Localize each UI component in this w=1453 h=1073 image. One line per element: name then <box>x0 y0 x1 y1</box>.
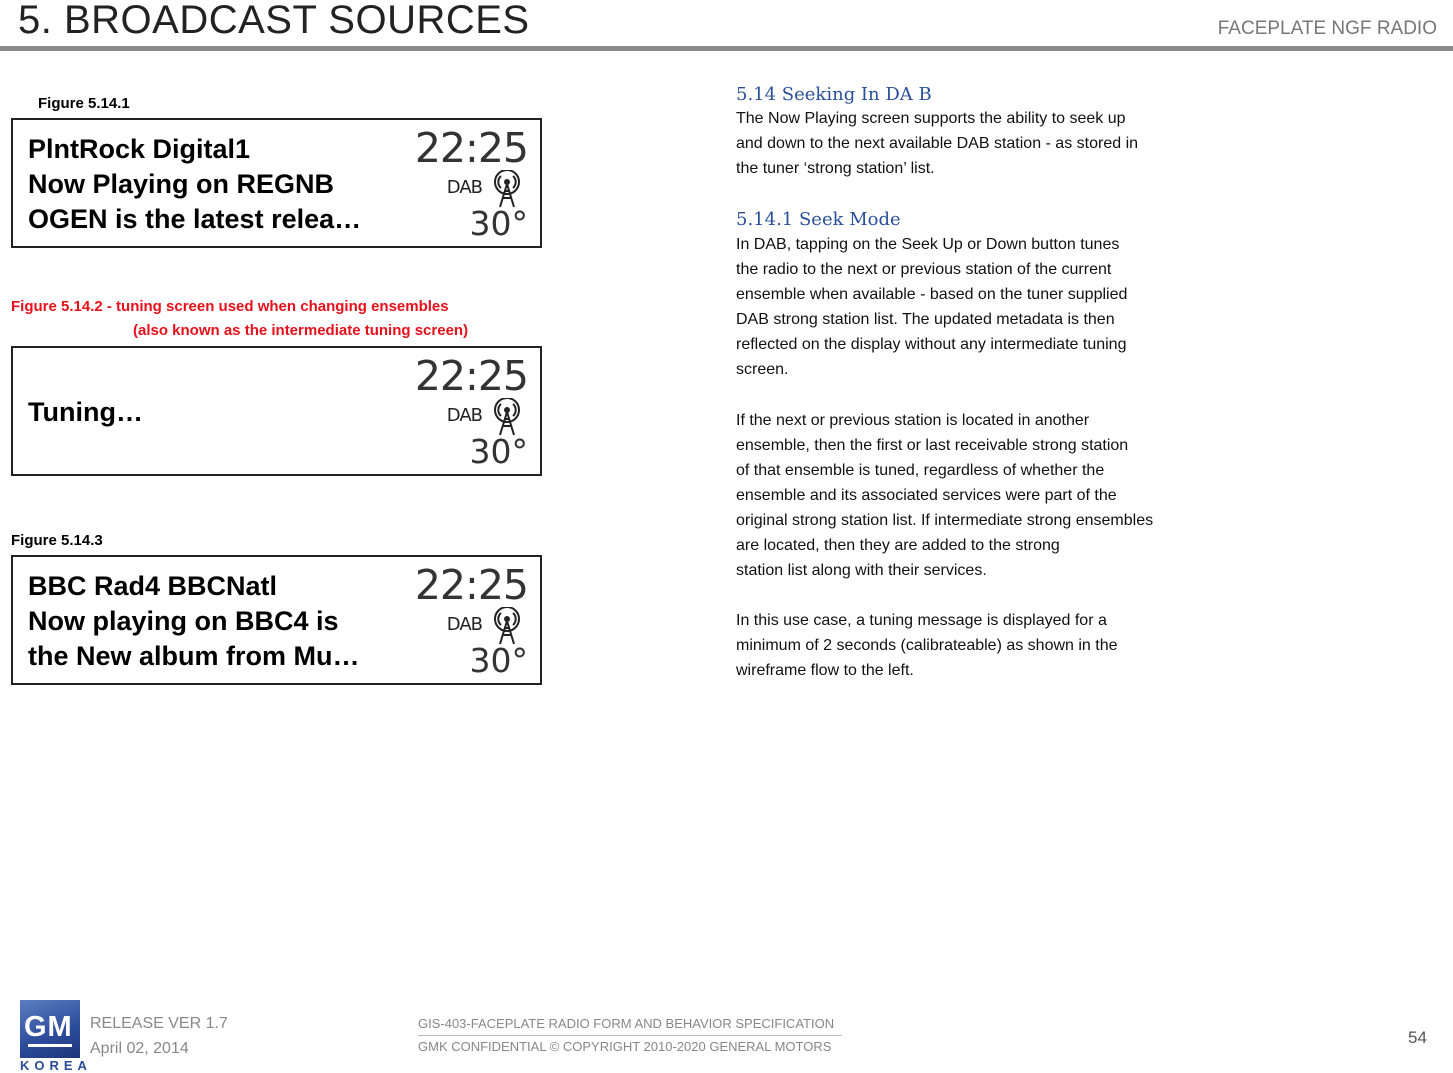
text-line: and down to the next available DAB station - as stored in <box>736 135 1139 152</box>
figure-caption: Figure 5.14.1 <box>38 95 130 112</box>
text-line: If the next or previous station is located in another <box>736 412 1090 429</box>
display-line: Now Playing on REGNB <box>28 169 335 199</box>
spec-title: GIS-403-FACEPLATE RADIO FORM AND BEHAVIOR SPECIFICATION <box>418 1013 842 1036</box>
display-line: BBC Rad4 BBCNatl <box>28 571 278 601</box>
radio-display <box>11 118 542 248</box>
section-intro <box>736 106 1256 181</box>
clock: 22:25 <box>414 352 528 400</box>
text-line: of that ensemble is tuned, regardless of whether the <box>736 462 1105 479</box>
clock: 22:25 <box>414 124 528 172</box>
text-line: screen. <box>736 361 789 378</box>
source-label: DAB <box>446 177 482 198</box>
display-line: PlntRock Digital1 <box>28 134 251 164</box>
display-line: OGEN is the latest relea… <box>28 204 362 234</box>
antenna-icon <box>492 607 522 645</box>
antenna-icon <box>492 170 522 208</box>
text-line: are located, then they are added to the strong <box>736 537 1060 554</box>
logo-badge <box>20 1000 80 1058</box>
temperature: 30° <box>469 432 528 471</box>
page-number: 54 <box>1408 1028 1427 1047</box>
release-info <box>90 1011 228 1061</box>
document-label: FACEPLATE NGF RADIO <box>1217 18 1437 39</box>
text-line: DAB strong station list. The updated metadata is then <box>736 311 1115 328</box>
spec-info <box>418 1013 842 1057</box>
antenna-icon <box>492 398 522 436</box>
release-version: RELEASE VER 1.7 <box>90 1015 228 1032</box>
tuning-display <box>11 346 542 476</box>
display-line: Now playing on BBC4 is <box>28 606 339 636</box>
temperature: 30° <box>469 204 528 243</box>
header-divider <box>0 46 1453 51</box>
temperature: 30° <box>469 641 528 680</box>
seek-mode-paragraph-2 <box>736 408 1256 583</box>
text-line: station list along with their services. <box>736 562 987 579</box>
source-label: DAB <box>446 405 482 426</box>
text-line: minimum of 2 seconds (calibrateable) as shown in the <box>736 637 1118 654</box>
text-line: The Now Playing screen supports the ability to seek up <box>736 110 1126 127</box>
text-line: reflected on the display without any intermediate tuning <box>736 336 1127 353</box>
page-title: 5. BROADCAST SOURCES <box>18 0 530 42</box>
release-date: April 02, 2014 <box>90 1040 189 1057</box>
text-line: original strong station list. If intermediate strong ensembles <box>736 512 1154 529</box>
copyright: GMK CONFIDENTIAL © COPYRIGHT 2010-2020 GENERAL MOTORS <box>418 1039 832 1054</box>
text-line: wireframe flow to the left. <box>736 662 914 679</box>
text-line: the tuner ‘strong station’ list. <box>736 160 935 177</box>
text-line: the radio to the next or previous station of the current <box>736 261 1112 278</box>
logo-subtext: KOREA <box>20 1058 92 1073</box>
text-line: ensemble, then the first or last receivable strong station <box>736 437 1129 454</box>
text-line: ensemble and its associated services were part of the <box>736 487 1117 504</box>
figure-caption: Figure 5.14.3 <box>11 532 103 549</box>
logo-underline <box>28 1044 72 1047</box>
display-line: the New album from Mu… <box>28 641 360 671</box>
section-heading: 5.14 Seeking In DA B <box>736 84 932 105</box>
tuning-message: Tuning… <box>28 397 143 427</box>
text-line: ensemble when available - based on the tuner supplied <box>736 286 1128 303</box>
logo-text: GM <box>24 1011 73 1043</box>
radio-display <box>11 555 542 685</box>
text-line: In DAB, tapping on the Seek Up or Down button tunes <box>736 236 1120 253</box>
source-label: DAB <box>446 614 482 635</box>
subsection-heading: 5.14.1 Seek Mode <box>736 209 901 230</box>
figure-caption: Figure 5.14.2 - tuning screen used when changing ensembles <box>11 298 449 315</box>
gm-korea-logo <box>20 1000 92 1073</box>
clock: 22:25 <box>414 561 528 609</box>
text-line: In this use case, a tuning message is displayed for a <box>736 612 1107 629</box>
figure-caption-subtitle: (also known as the intermediate tuning screen) <box>133 322 469 339</box>
seek-mode-paragraph-1 <box>736 232 1256 382</box>
seek-mode-paragraph-3 <box>736 608 1256 683</box>
